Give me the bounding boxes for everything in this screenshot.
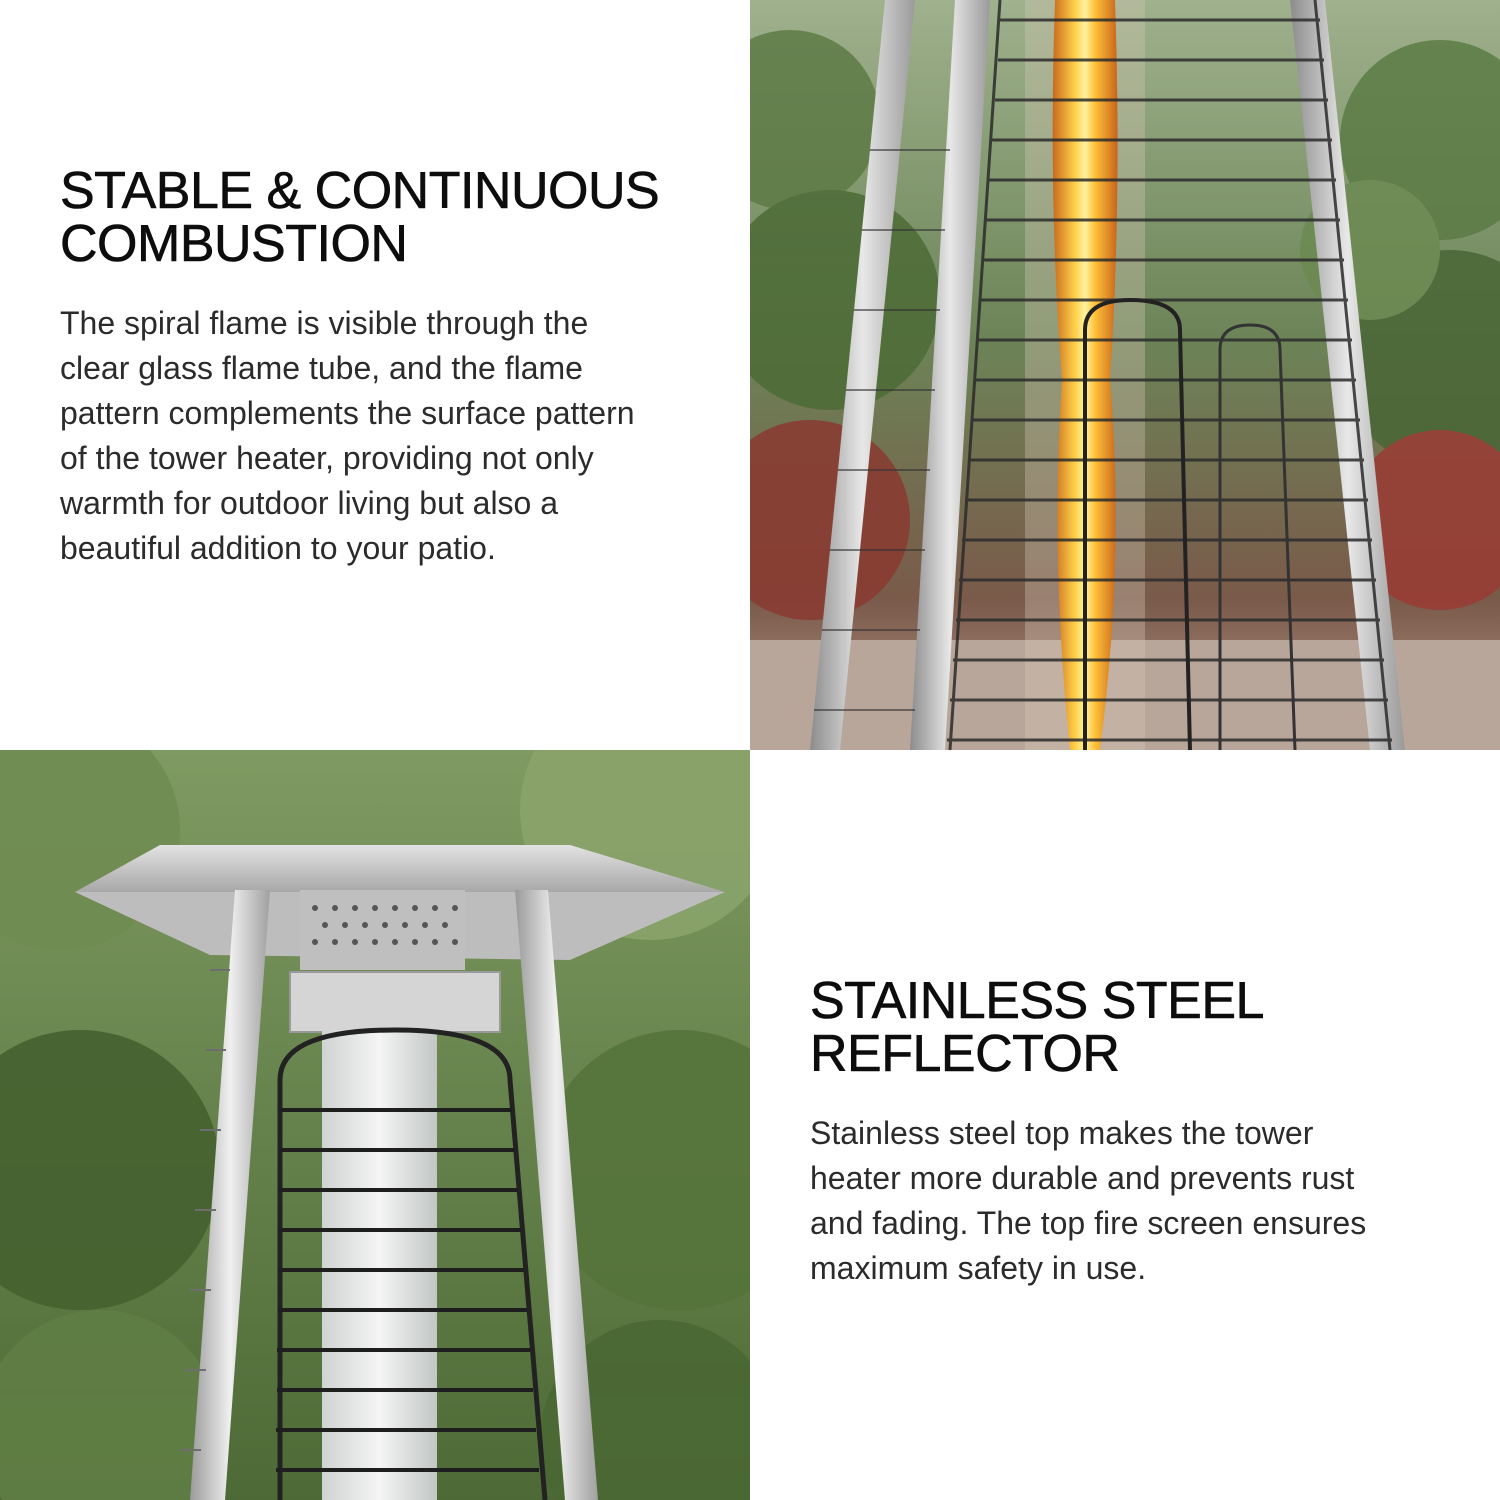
combustion-text-panel xyxy=(0,0,750,750)
reflector-text-block xyxy=(810,972,1470,1291)
flame-tube-illustration xyxy=(750,0,1500,750)
reflector-description: Stainless steel top makes the tower heater more durable and prevents rust and fading. The top fire screen ensures maximum safety in use. xyxy=(810,1115,1367,1286)
combustion-text-block xyxy=(60,162,730,571)
combustion-description: The spiral flame is visible through the clear glass flame tube, and the flame pattern complements the surface pattern of the tower heater, providing not only warmth for outdoor living but also a beautiful addition to your patio. xyxy=(60,305,635,566)
reflector-top-photo xyxy=(0,750,750,1500)
combustion-heading: STABLE & CONTINUOUS COMBUSTION xyxy=(60,162,660,273)
flame-tube-photo xyxy=(750,0,1500,750)
reflector-text-panel xyxy=(750,750,1500,1500)
reflector-heading: STAINLESS STEEL REFLECTOR xyxy=(810,972,1264,1083)
reflector-illustration xyxy=(0,750,750,1500)
